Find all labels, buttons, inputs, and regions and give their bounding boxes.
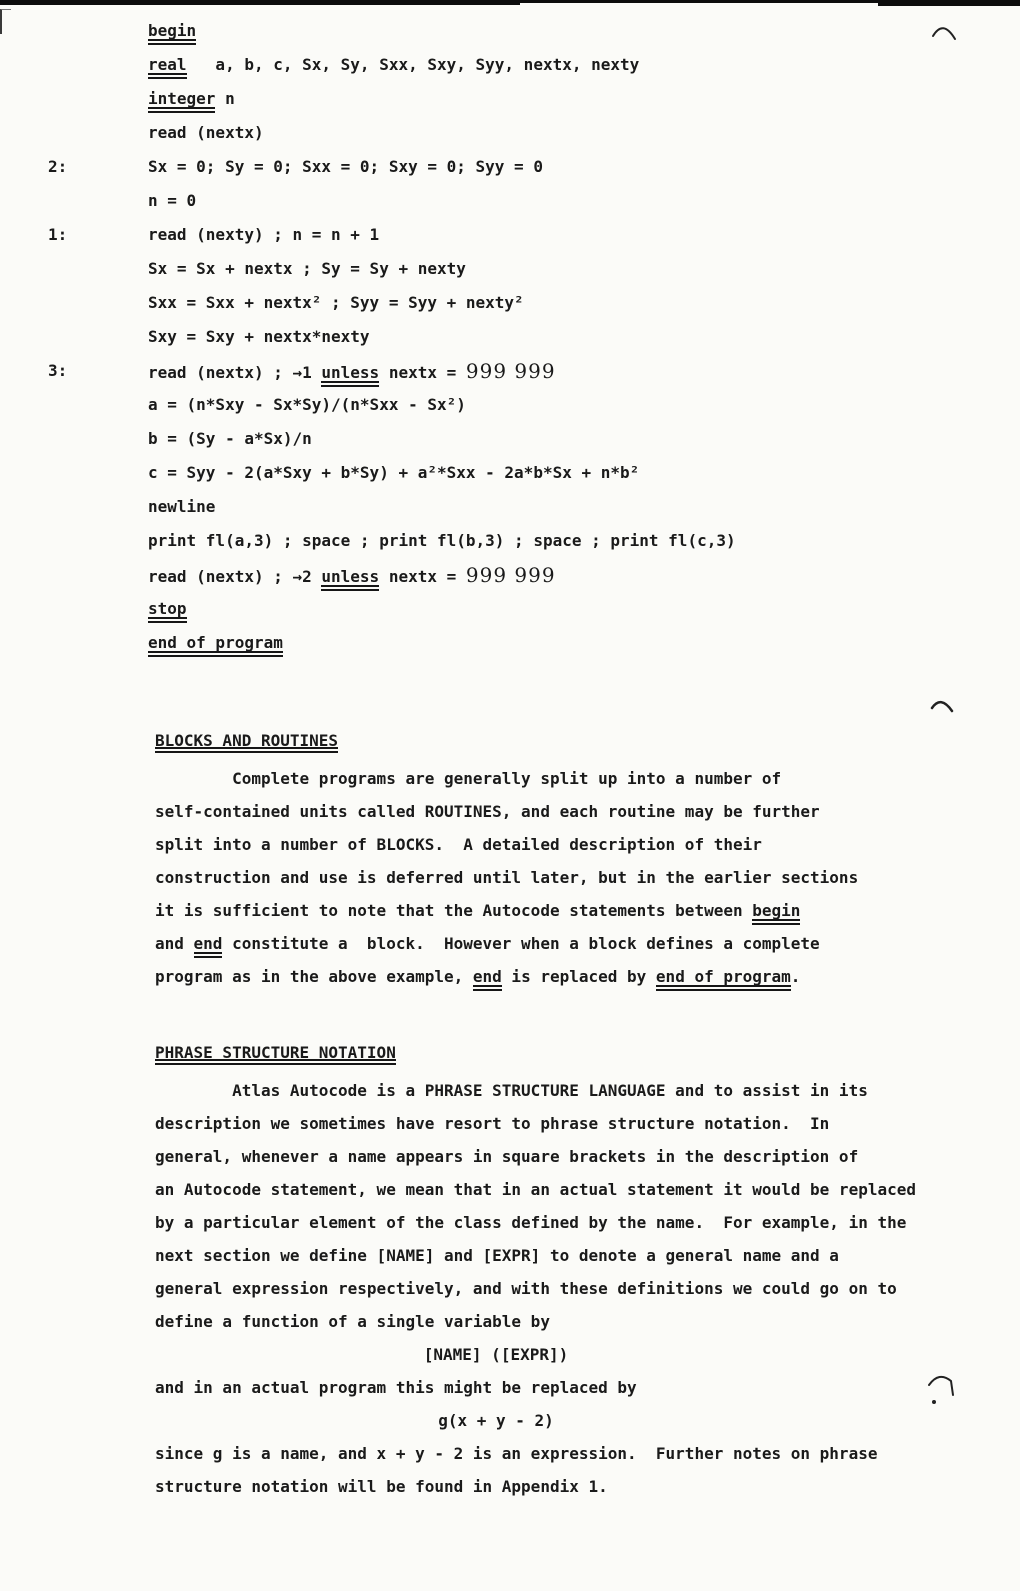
text-segment: n xyxy=(215,89,235,108)
paragraph-line xyxy=(155,1107,947,1140)
text-segment: next section we define [NAME] and [EXPR] to denote a general name and a xyxy=(155,1246,839,1265)
text-segment: read (nextx) ; →2 xyxy=(148,567,322,586)
code-line xyxy=(148,422,736,456)
centered-formula-line xyxy=(155,1404,947,1437)
underlined-keyword: unless xyxy=(321,363,379,387)
text-segment: construction and use is deferred until later, but in the earlier sections xyxy=(155,868,859,887)
program-listing xyxy=(48,14,736,660)
paragraph-line xyxy=(155,795,947,828)
code-line xyxy=(148,184,736,218)
code-line xyxy=(148,388,736,422)
code-line xyxy=(48,150,736,184)
text-segment: Sx = Sx + nextx ; Sy = Sy + nexty xyxy=(148,259,466,278)
text-segment: read (nexty) ; n = n + 1 xyxy=(148,225,380,244)
code-line xyxy=(148,252,736,286)
paragraph-line xyxy=(155,894,947,927)
scan-top-edge-bar-thick-left xyxy=(0,0,520,5)
curl-mark-middle-right-icon xyxy=(932,702,952,711)
text-segment: n = 0 xyxy=(148,191,197,210)
line-label: 2: xyxy=(48,157,68,176)
scan-noise xyxy=(0,0,2,2)
text-segment: structure notation will be found in Appendix 1. xyxy=(155,1477,608,1496)
code-line xyxy=(148,116,736,150)
paragraph-line xyxy=(155,1206,947,1239)
underlined-keyword: begin xyxy=(148,21,196,45)
code-line xyxy=(148,626,736,660)
underlined-keyword: end of program xyxy=(148,633,283,657)
underlined-keyword: integer xyxy=(148,89,215,113)
underlined-keyword: real xyxy=(148,55,187,79)
code-line xyxy=(148,286,736,320)
text-segment: b = (Sy - a*Sx)/n xyxy=(148,429,312,448)
text-segment: [NAME] ([EXPR]) xyxy=(423,1345,569,1364)
text-section xyxy=(155,724,947,993)
text-segment: self-contained units called ROUTINES, and each routine may be further xyxy=(155,802,820,821)
paragraph-line xyxy=(155,861,947,894)
section-heading xyxy=(155,1036,947,1069)
text-segment: . xyxy=(790,967,801,986)
text-segment: a, b, c, Sx, Sy, Sxx, Sxy, Syy, nextx, nexty xyxy=(186,55,640,74)
underlined-keyword: end xyxy=(194,934,223,958)
text-segment: read (nextx) ; →1 xyxy=(148,363,322,382)
centered-formula-line xyxy=(155,1338,947,1371)
text-segment: by a particular element of the class defined by the name. For example, in the xyxy=(155,1213,907,1232)
underlined-keyword: end of program xyxy=(656,967,791,991)
text-segment: Sxy = Sxy + nextx*nexty xyxy=(148,327,370,346)
paragraph-line xyxy=(155,762,947,795)
paragraph-line xyxy=(155,1371,947,1404)
section-heading xyxy=(155,724,947,757)
text-segment: program as in the above example, xyxy=(155,967,473,986)
text-segment: print fl(a,3) ; space ; print fl(b,3) ; space ; print fl(c,3) xyxy=(148,531,736,550)
code-line xyxy=(148,456,736,490)
paragraph-line xyxy=(155,1173,947,1206)
text-segment: and xyxy=(155,934,194,953)
paragraph-line xyxy=(155,927,947,960)
code-line xyxy=(48,354,736,388)
text-segment: split into a number of BLOCKS. A detailed description of their xyxy=(155,835,762,854)
paragraph-line xyxy=(155,1140,947,1173)
code-line xyxy=(48,218,736,252)
code-line xyxy=(148,14,736,48)
line-label: 3: xyxy=(48,361,68,380)
code-line xyxy=(148,558,736,592)
paragraph-line xyxy=(155,828,947,861)
paragraph-line xyxy=(155,1305,947,1338)
text-segment: Atlas Autocode is a PHRASE STRUCTURE LANGUAGE and to assist in its xyxy=(155,1081,868,1100)
scan-top-edge-bar-thick-right xyxy=(878,0,1020,6)
section-heading-text: BLOCKS AND ROUTINES xyxy=(155,731,338,753)
paragraph-line xyxy=(155,1074,947,1107)
line-label: 1: xyxy=(48,225,68,244)
text-segment: nextx = xyxy=(379,363,466,382)
curl-mark-top-right-icon xyxy=(933,28,955,39)
text-section xyxy=(155,1036,947,1503)
code-line xyxy=(148,48,736,82)
text-segment: and in an actual program this might be replaced by xyxy=(155,1378,637,1397)
text-segment: it is sufficient to note that the Autocode statements between xyxy=(155,901,753,920)
numeric-literal: 999 999 xyxy=(465,563,556,587)
paragraph-line xyxy=(155,1239,947,1272)
underlined-keyword: begin xyxy=(752,901,800,925)
underlined-keyword: stop xyxy=(148,599,187,623)
text-segment: an Autocode statement, we mean that in an actual statement it would be replaced xyxy=(155,1180,916,1199)
code-line xyxy=(148,490,736,524)
section-heading-text: PHRASE STRUCTURE NOTATION xyxy=(155,1043,396,1065)
scan-corner-mark xyxy=(0,9,11,34)
text-segment: newline xyxy=(148,497,216,516)
text-segment: general, whenever a name appears in square brackets in the description of xyxy=(155,1147,859,1166)
code-line xyxy=(148,524,736,558)
text-segment: since g is a name, and x + y - 2 is an expression. Further notes on phrase xyxy=(155,1444,878,1463)
code-line xyxy=(148,320,736,354)
underlined-keyword: end xyxy=(473,967,502,991)
code-line xyxy=(148,592,736,626)
text-segment: nextx = xyxy=(379,567,466,586)
text-segment: read (nextx) xyxy=(148,123,264,142)
text-segment: Complete programs are generally split up into a number of xyxy=(155,769,782,788)
underlined-keyword: unless xyxy=(321,567,379,591)
text-segment: Sxx = Sxx + nextx² ; Syy = Syy + nexty² xyxy=(148,293,524,312)
paragraph-line xyxy=(155,1272,947,1305)
paragraph-line xyxy=(155,1470,947,1503)
text-segment: constitute a block. However when a block defines a complete xyxy=(222,934,820,953)
text-segment: g(x + y - 2) xyxy=(438,1411,554,1430)
text-segment: a = (n*Sxy - Sx*Sy)/(n*Sxx - Sx²) xyxy=(148,395,466,414)
text-segment: c = Syy - 2(a*Sxy + b*Sy) + a²*Sxx - 2a*b*Sx + n*b² xyxy=(148,463,640,482)
text-segment: define a function of a single variable by xyxy=(155,1312,550,1331)
paragraph-line xyxy=(155,1437,947,1470)
text-segment: general expression respectively, and with these definitions we could go on to xyxy=(155,1279,897,1298)
text-segment: Sx = 0; Sy = 0; Sxx = 0; Sxy = 0; Syy = 0 xyxy=(148,157,543,176)
paragraph-line xyxy=(155,960,947,993)
text-segment: is replaced by xyxy=(501,967,656,986)
text-segment: description we sometimes have resort to phrase structure notation. In xyxy=(155,1114,830,1133)
numeric-literal: 999 999 xyxy=(465,359,556,383)
code-line xyxy=(148,82,736,116)
